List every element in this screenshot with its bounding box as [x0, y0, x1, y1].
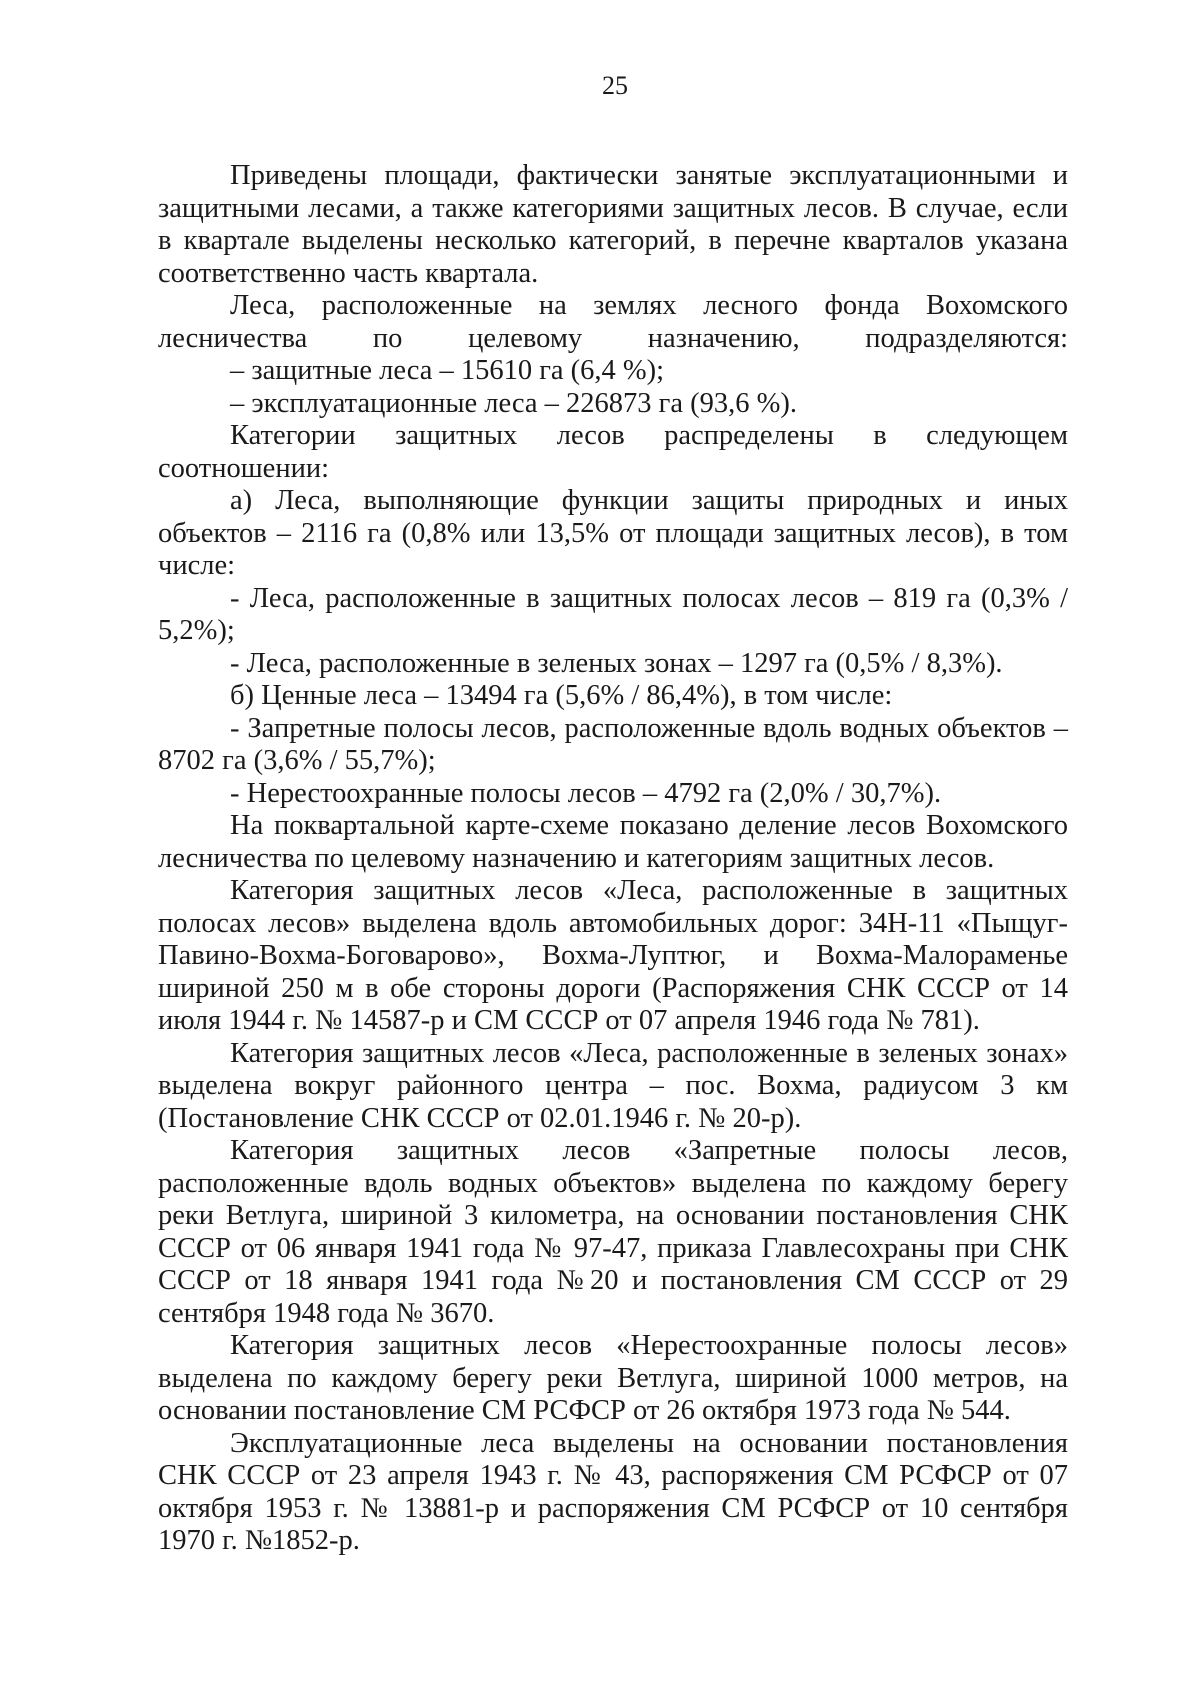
paragraph-water-strip-category: Категория защитных лесов «Запретные полосы лесов, расположенные вдоль водных объектов» выделена по каждому берегу реки Ветлуга, шириной 3 километра, на основании постановления СНК СССР от 06 января 1941 года № 97-47, приказа Главлесохраны при СНК СССР от 18 января 1941 года №20 и постановления СМ СССР от 29 сентября 1948 года № 3670. — [158, 1135, 1068, 1329]
document-body — [158, 160, 1068, 1558]
page-number: 25 — [602, 71, 628, 100]
list-item-exploitation-forests: – эксплуатационные леса – 226873 га (93,6 %). — [230, 387, 797, 419]
paragraph-forest-division: Леса, расположенные на землях лесного фонда Вохомского лесничества по целевому назначению, подразделяются: — [158, 290, 1068, 354]
list-item-protective-strips: - Леса, расположенные в защитных полосах лесов – 819 га (0,3% / 5,2%); — [158, 582, 1068, 646]
list-item-water-strips: - Запретные полосы лесов, расположенные вдоль водных объектов – 8702 га (3,6% / 55,7%); — [158, 712, 1068, 776]
list-item-green-zones: - Леса, расположенные в зеленых зонах – 1297 га (0,5% / 8,3%). — [230, 647, 1003, 679]
list-item-protective-forests: – защитные леса – 15610 га (6,4 %); — [230, 355, 665, 386]
paragraph-road-strips: Категория защитных лесов «Леса, расположенные в защитных полосах лесов» выделена вдоль автомобильных дорог: 34Н-11 «Пыщуг-Павино-Вохма-Боговарово», Вохма-Луптюг, и Вохма-Малораменье шириной 250 м в обе стороны дороги (Распоряжения СНК СССР от 14 июля 1944 г. № 14587-р и СМ СССР от 07 апреля 1946 года № 781). — [158, 875, 1068, 1036]
paragraph-green-zone-category: Категория защитных лесов «Леса, расположенные в зеленых зонах» выделена вокруг районного центра – пос. Вохма, радиусом 3 км (Постановление СНК СССР от 02.01.1946 г. № 20-р). — [158, 1037, 1068, 1134]
list-item-spawning-strips: - Нерестоохранные полосы лесов – 4792 га (2,0% / 30,7%). — [230, 777, 942, 809]
paragraph-categories-ratio: Категории защитных лесов распределены в следующем соотношении: — [158, 420, 1068, 484]
paragraph-category-a: а) Леса, выполняющие функции защиты природных и иных объектов – 2116 га (0,8% или 13,5% от площади защитных лесов), в том числе: — [158, 485, 1068, 581]
paragraph-category-b: б) Ценные леса – 13494 га (5,6% / 86,4%), в том числе: — [230, 680, 893, 711]
paragraph-spawning-category: Категория защитных лесов «Нерестоохранные полосы лесов» выделена по каждому берегу реки Ветлуга, шириной 1000 метров, на основании постановление СМ РСФСР от 26 октября 1973 года № 544. — [158, 1330, 1068, 1426]
paragraph-intro-areas: Приведены площади, фактически занятые эксплуатационными и защитными лесами, а также категориями защитных лесов. В случае, если в квартале выделены несколько категорий, в перечне кварталов указана соответственно часть квартала. — [158, 160, 1068, 289]
paragraph-map-scheme: На поквартальной карте-схеме показано деление лесов Вохомского лесничества по целевому назначению и категориям защитных лесов. — [158, 810, 1068, 874]
paragraph-exploitation-basis: Эксплуатационные леса выделены на основании постановления СНК СССР от 23 апреля 1943 г. № 43, распоряжения СМ РСФСР от 07 октября 1953 г. № 13881-р и распоряжения СМ РСФСР от 10 сентября 1970 г. №1852-р. — [158, 1427, 1068, 1556]
